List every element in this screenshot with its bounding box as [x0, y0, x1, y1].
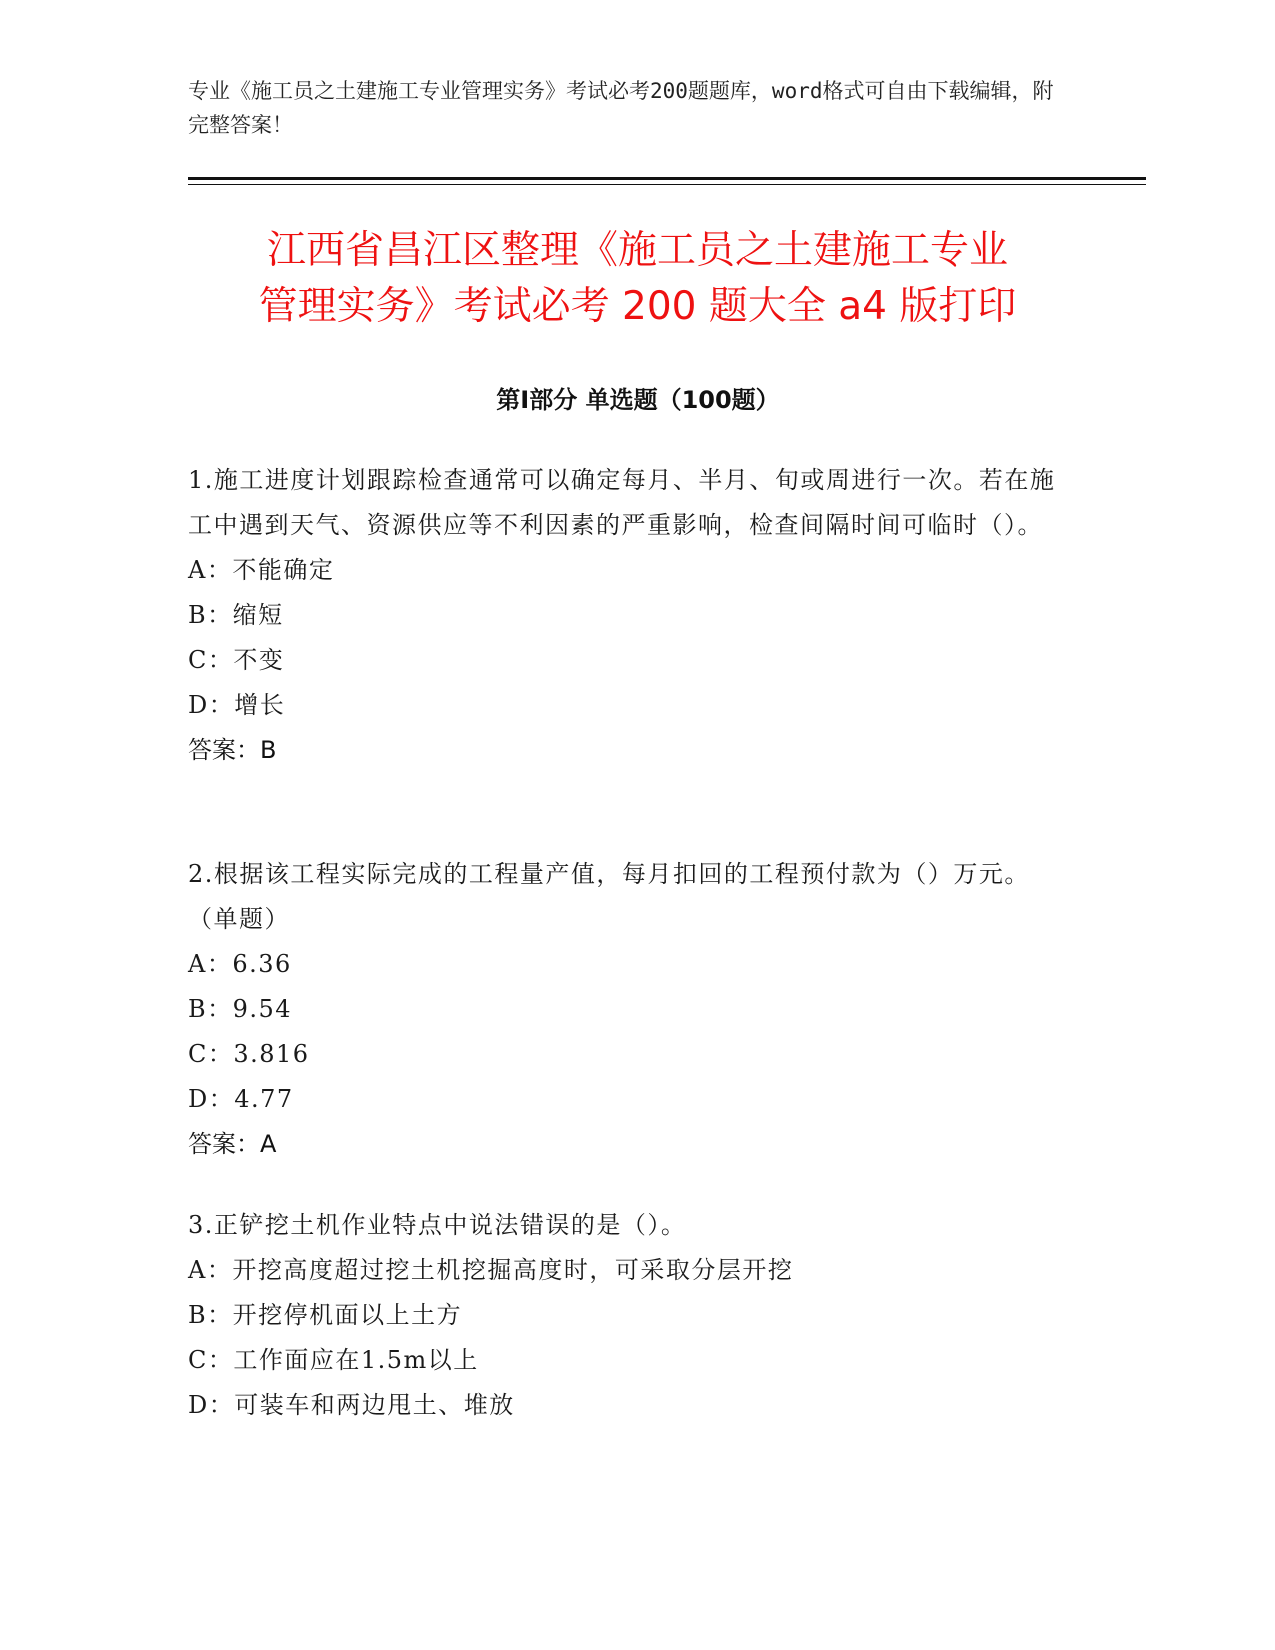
question-3: [188, 1203, 1068, 1428]
option-d: D：4.77: [188, 1085, 294, 1113]
header-divider-thin: [188, 184, 1146, 185]
header-note: 专业《施工员之土建施工专业管理实务》考试必考200题题库，word格式可自由下载编辑，附完整答案！: [188, 79, 1054, 137]
option-b: B：开挖停机面以上土方: [188, 1301, 463, 1329]
document-title: [170, 223, 1105, 335]
option-d: D：可装车和两边甩土、堆放: [188, 1391, 515, 1419]
option-b: B：9.54: [188, 995, 293, 1023]
answer: 答案：B: [188, 736, 277, 764]
option-a: A：开挖高度超过挖土机挖掘高度时，可采取分层开挖: [188, 1256, 794, 1284]
option-c: C：工作面应在1.5m以上: [188, 1346, 479, 1374]
question-stem: 1.施工进度计划跟踪检查通常可以确定每月、半月、旬或周进行一次。若在施工中遇到天气、资源供应等不利因素的严重影响，检查间隔时间可临时（）。: [188, 466, 1056, 539]
option-c: C：不变: [188, 646, 285, 674]
answer: 答案：A: [188, 1130, 277, 1158]
option-a: A：不能确定: [188, 556, 335, 584]
option-a: A：6.36: [188, 950, 292, 978]
option-b: B：缩短: [188, 601, 284, 629]
header-divider-thick: [188, 177, 1146, 180]
option-d: D：增长: [188, 691, 286, 719]
document-title-line-2: 管理实务》考试必考 200 题大全 a4 版打印: [258, 284, 1017, 329]
question-stem: 2.根据该工程实际完成的工程量产值，每月扣回的工程预付款为（）万元。（单题）: [188, 860, 1030, 933]
question-stem: 3.正铲挖土机作业特点中说法错误的是（）。: [188, 1211, 687, 1239]
question-1: [188, 458, 1068, 773]
section-heading: 第Ⅰ部分 单选题（100题）: [496, 386, 780, 414]
option-c: C：3.816: [188, 1040, 310, 1068]
question-2: [188, 852, 1068, 1167]
document-title-line-1: 江西省昌江区整理《施工员之土建施工专业: [266, 228, 1008, 273]
